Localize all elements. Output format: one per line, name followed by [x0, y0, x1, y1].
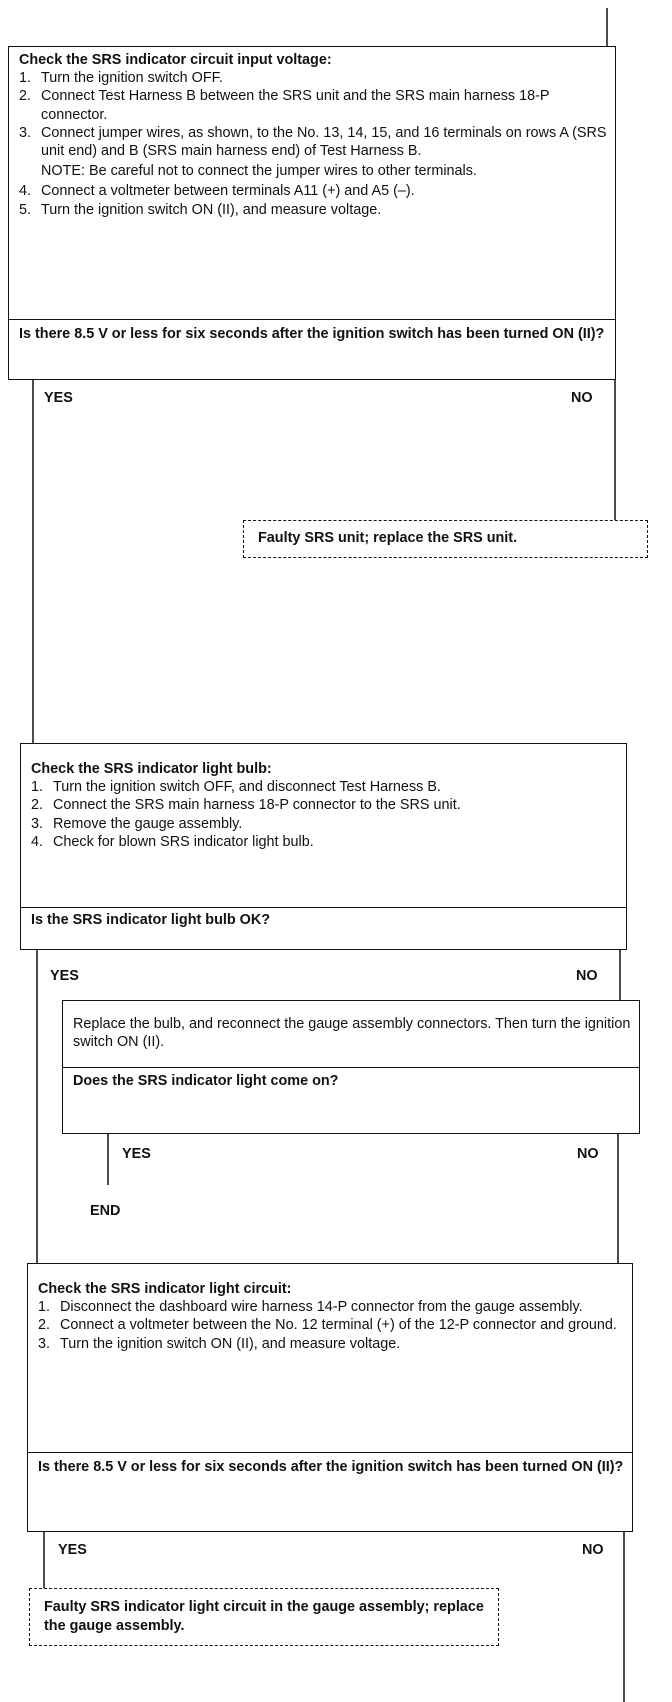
box1-yes-label: YES: [44, 390, 73, 406]
check-input-voltage-steps: [9, 47, 615, 319]
replace-bulb-text: Replace the bulb, and reconnect the gauge assembly connectors. Then turn the ignition switch ON (II).: [73, 1016, 631, 1051]
check-light-bulb-step-list: [31, 778, 618, 851]
check-light-circuit-box: [27, 1263, 633, 1532]
box2-no-label: NO: [576, 968, 598, 984]
step: 3. Connect jumper wires, as shown, to the No. 13, 14, 15, and 16 terminals on rows A (SRS unit end) and B (SRS main harness end) of Test Harness B. NOTE: Be careful not to connect the jumper wires to other terminals.: [19, 124, 607, 180]
box3-yes-label: YES: [122, 1146, 151, 1162]
step: 3. Turn the ignition switch ON (II), and measure voltage.: [38, 1335, 401, 1352]
check-light-bulb-heading: Check the SRS indicator light bulb:: [31, 761, 272, 777]
step: 2. Connect a voltmeter between the No. 12 terminal (+) of the 12-P connector and ground.: [38, 1317, 617, 1334]
step: 2. Connect Test Harness B between the SRS unit and the SRS main harness 18-P connector.: [19, 88, 550, 123]
check-light-circuit-steps: [28, 1264, 632, 1452]
box3-no-label: NO: [577, 1146, 599, 1162]
step: 4. Connect a voltmeter between terminals A11 (+) and A5 (–).: [19, 183, 415, 200]
step: 1. Disconnect the dashboard wire harness 14-P connector from the gauge assembly.: [38, 1299, 583, 1316]
check-light-circuit-question: Is there 8.5 V or less for six seconds after the ignition switch has been turned ON (II)?: [28, 1452, 632, 1531]
step: 1. Turn the ignition switch OFF.: [19, 70, 223, 87]
box1-no-label: NO: [571, 390, 593, 406]
step: 4. Check for blown SRS indicator light bulb.: [31, 833, 314, 850]
check-input-voltage-heading: Check the SRS indicator circuit input voltage:: [19, 52, 332, 68]
faulty-light-circuit-result: [29, 1588, 499, 1646]
check-input-voltage-step-list: [19, 69, 607, 219]
box4-yes-label: YES: [58, 1542, 87, 1558]
note: NOTE: Be careful not to connect the jumper wires to other terminals.: [41, 163, 477, 180]
faulty-srs-unit-result: [243, 520, 648, 558]
step: 3. Remove the gauge assembly.: [31, 815, 243, 832]
end-label: END: [90, 1203, 121, 1219]
replace-bulb-box: [62, 1000, 640, 1134]
step: 2. Connect the SRS main harness 18-P connector to the SRS unit.: [31, 797, 461, 814]
box4-no-label: NO: [582, 1542, 604, 1558]
step: 5. Turn the ignition switch ON (II), and measure voltage.: [19, 201, 382, 218]
step: 1. Turn the ignition switch OFF, and disconnect Test Harness B.: [31, 779, 441, 796]
check-light-circuit-step-list: [38, 1298, 624, 1353]
check-light-bulb-question: Is the SRS indicator light bulb OK?: [21, 907, 626, 932]
faulty-light-circuit-text: Faulty SRS indicator light circuit in the gauge assembly; replace the gauge assembly.: [44, 1599, 484, 1634]
check-input-voltage-question: Is there 8.5 V or less for six seconds after the ignition switch has been turned ON (II)?: [9, 319, 615, 378]
check-light-circuit-heading: Check the SRS indicator light circuit:: [38, 1281, 292, 1297]
light-come-on-question: Does the SRS indicator light come on?: [63, 1067, 639, 1093]
faulty-srs-unit-text: Faulty SRS unit; replace the SRS unit.: [258, 530, 518, 546]
check-light-bulb-box: [20, 743, 627, 950]
check-light-bulb-steps: [21, 744, 626, 907]
check-input-voltage-box: [8, 46, 616, 380]
box2-yes-label: YES: [50, 968, 79, 984]
